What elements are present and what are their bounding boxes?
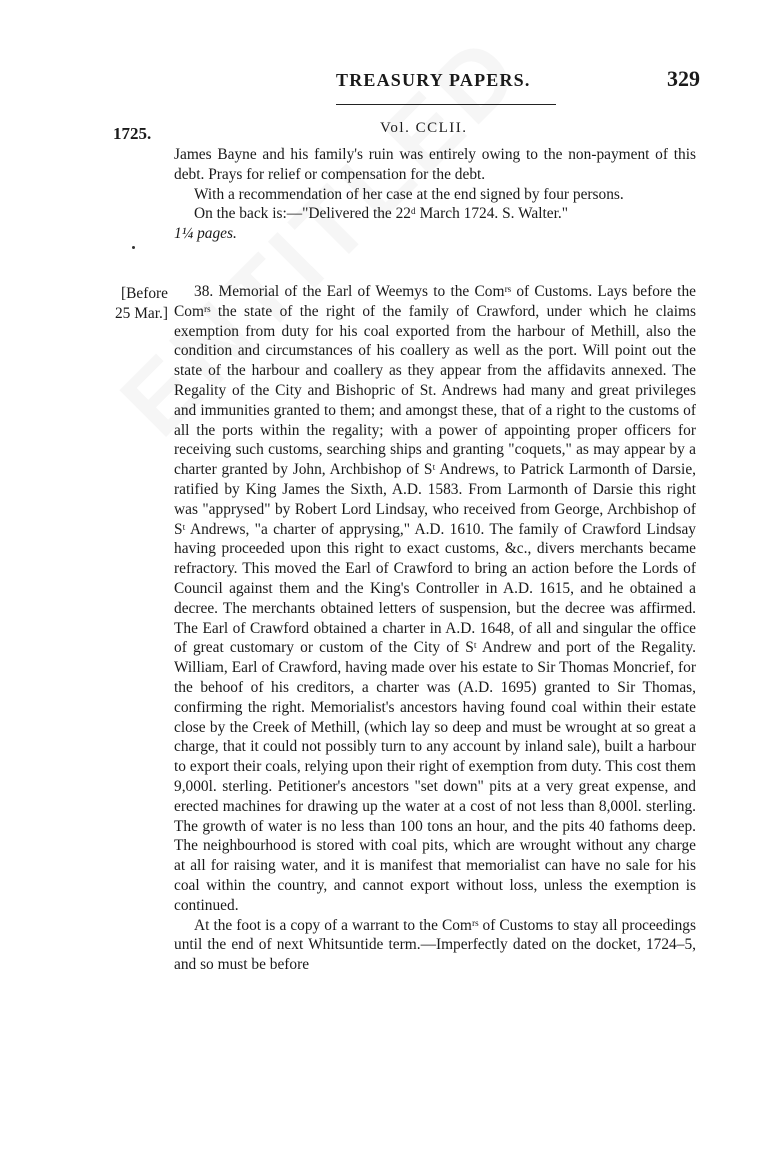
margin-date-line: 25 Mar.] [114,304,168,322]
margin-dot [132,246,135,249]
paragraph: On the back is:—"Delivered the 22ᵈ March 1724. S. Walter." [194,205,569,223]
page-count: 1¼ pages. [174,225,237,243]
page-number: 329 [667,66,700,91]
paragraph: At the foot is a copy of a warrant to the Comʳˢ of Customs to stay all proceedings until the end of next Whitsuntide term.—Imperfectly dated on the docket, 1724–5, and so must be before [174,916,696,974]
margin-year: 1725. [113,124,152,143]
volume-heading: Vol. CCLII. [380,120,468,136]
entry-continuation [174,145,696,244]
header-rule [336,104,556,105]
paragraph: James Bayne and his family's ruin was entirely owing to the non-payment of this debt. Prays for relief or compensation for the debt. [174,146,696,183]
running-header-title: TREASURY PAPERS. [336,70,531,90]
paragraph: With a recommendation of her case at the end signed by four persons. [194,185,624,203]
paragraph: 38. Memorial of the Earl of Weemys to the Comʳˢ of Customs. Lays before the Comʳˢ the state of the right of the family of Crawford, under which he claims exemption from duty for his coal exported from the harbour of Methill, also the condition and circumstances of his coallery as well as the port. Will point out the state of the harbour and coallery as they appear from the affidavits annexed. The Regality of the City and Bishopric of St. Andrews had many and great privileges and immunities granted to them; and amongst these, that of a right to the customs of all the ports within the regality; with a power of appointing proper officers for receiving such customs, searching ships and granting "coquets," as may appear by a charter granted by John, Archbishop of Sᵗ Andrews, to Patrick Larmonth of Darsie, ratified by King James the Sixth, A.D. 1583. From Larmonth of Darsie this right was "apprysed" by Robert Lord Lindsay, who received from George, Archbishop of Sᵗ Andrews, "a charter of apprysing," A.D. 1610. The family of Crawford Lindsay having proceeded upon this right to exact customs, &c., divers merchants became refractory. This moved the Earl of Crawford to bring an action before the Lords of Council against them and the King's Controller in A.D. 1615, and he obtained a decree. The merchants obtained letters of suspension, but the decree was affirmed. The Earl of Crawford obtained a charter in A.D. 1648, of all and singular the office of great customary or custom of the City of Sᵗ Andrew and port of the Regality. William, Earl of Crawford, having made over his estate to Sir Thomas Moncrief, for the behoof of his creditors, a charter was (A.D. 1695) granted to Sir Thomas, confirming the right. Memorialist's ancestors having found coal within their estate close by the Creek of Methill, (which lay so deep and must be wrought at so great a charge, that it could not possibly turn to any account by inland sale), built a harbour to export their coals, relying upon their right of exemption from duty. This cost them 9,000l. sterling. Petitioner's ancestors "set down" pits at a very great expense, and erected machines for drawing up the water at a cost of not less than 8,000l. sterling. The growth of water is no less than 100 tons an hour, and the pits 40 fathoms deep. The neighbourhood is stored with coal pits, which are wrought without any charge at all for raising water, and it is manifest that memorialist can have no sale for his coal within the country, and cannot export without loss, unless the exemption is continued. [174,283,696,914]
margin-date-line: [Before [121,285,168,302]
margin-date-note [88,284,168,324]
entry-38 [174,282,696,975]
